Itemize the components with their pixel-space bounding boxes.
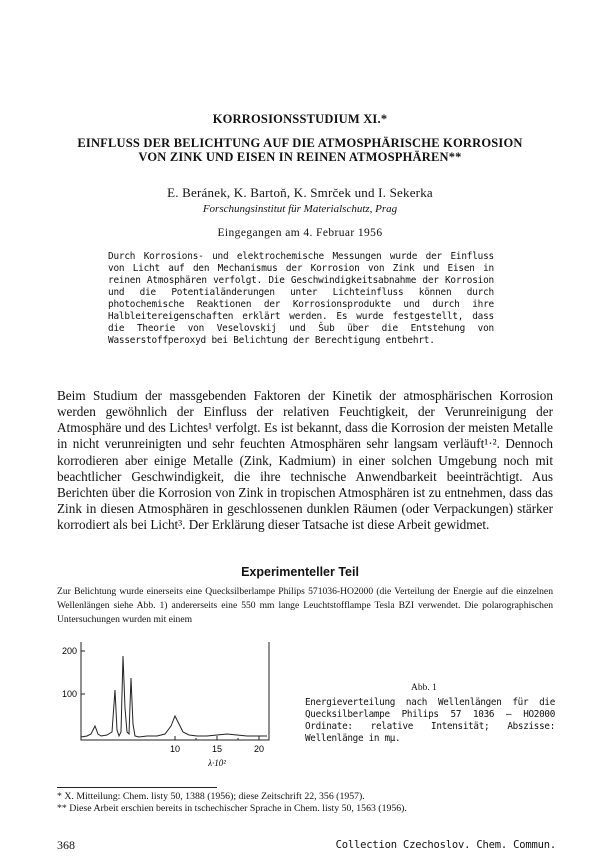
footnote-2: ** Diese Arbeit erschien bereits in tschechischer Sprache in Chem. listy 50, 1563 (1956). xyxy=(57,803,407,814)
x-tick-label-20: 20 xyxy=(253,744,265,754)
authors: E. Beránek, K. Bartoň, K. Smrček und I. Sekerka xyxy=(167,185,433,200)
figure-caption: Energieverteilung nach Wellenlängen für die Quecksilberlampe Philips 57 1036 — HO2000 Ordinate: relative Intensität; Abszisse: Wellenlänge in mμ. xyxy=(305,697,555,744)
x-axis-label: λ·10² xyxy=(208,758,226,768)
x-tick-label-10: 10 xyxy=(169,744,181,754)
received-date: Eingegangen am 4. Februar 1956 xyxy=(217,227,383,239)
journal-name: Collection Czechoslov. Chem. Commun. xyxy=(335,839,556,851)
article-title-line2: VON ZINK UND EISEN IN REINEN ATMOSPHÄREN** xyxy=(138,150,462,164)
plot-frame xyxy=(81,642,269,740)
y-tick-label-200: 200 xyxy=(61,646,77,656)
spectrum-curve xyxy=(81,656,267,737)
footnote-divider xyxy=(57,787,217,788)
article-title-line1: EINFLUSS DER BELICHTUNG AUF DIE ATMOSPHÄRISCHE KORROSION xyxy=(77,136,523,150)
institute: Forschungsinstitut für Materialschutz, Prag xyxy=(202,203,398,215)
y-tick-label-100: 100 xyxy=(61,689,77,699)
intro-paragraph: Beim Studium der massgebenden Faktoren der Kinetik der atmosphärischen Korrosion werden gewöhnlich der Einfluss der relativen Feuchtigkeit, der Verunreinigung der Atmosphäre und des Lichtes¹ verfolgt. Es ist bekannt, dass die Korrosion der meisten Metalle in nicht verunreinigten und sehr feuchten Atmosphären sehr langsam verläuft¹·². Dennoch korrodieren aber einige Metalle (Zink, Kadmium) in einer solchen Umgebung noch mit beachtlicher Geschwindigkeit, die ihre technische Anwendbarkeit beeinträchtigt. Aus Berichten über die Korrosion von Zink in tropischen Atmosphären ist zu entnehmen, dass das Zink in diesen Atmosphären in geschlossenen dunklen Räumen (oder Verpackungen) stärker korrodiert als bei Licht³. Der Erklärung dieser Tatsache ist diese Arbeit gewidmet. xyxy=(57,388,553,533)
section-text: Zur Belichtung wurde einerseits eine Quecksilberlampe Philips 571036-HO2000 (die Verteilung der Energie auf die einzelnen Wellenlängen siehe Abb. 1) andererseits eine 550 mm lange Leuchtstofflampe Tesla BZI verwendet. Die polarographischen Untersuchungen wurden mit einem xyxy=(57,586,553,626)
figure-number: Abb. 1 xyxy=(411,683,437,693)
x-tick-label-15: 15 xyxy=(211,744,223,754)
abstract: Durch Korrosions- und elektrochemische Messungen wurde der Einfluss von Licht auf den Mechanismus der Korrosion von Zink und Eisen in reinen Atmosphären verfolgt. Die Geschwindigkeitsabnahme der Korrosion und die Potentialänderungen unter Lichteinfluss können durch photochemische Reaktionen der Korrosionsprodukte und durch ihre Halbleitereigenschaften erklärt werden. Es wurde festgestellt, dass die Theorie von Veselovskij und Šub über die Entstehung von Wasserstoffperoxyd bei Belichtung der Berechtigung entbehrt. xyxy=(108,251,494,347)
article-title-series: KORROSIONSSTUDIUM XI.* xyxy=(212,112,388,126)
footnote-1: * X. Mitteilung: Chem. listy 50, 1388 (1956); diese Zeitschrift 22, 356 (1957). xyxy=(57,791,365,802)
figure-spectrum-plot xyxy=(57,638,297,774)
page-number: 368 xyxy=(57,838,75,852)
section-heading: Experimenteller Teil xyxy=(241,565,359,579)
